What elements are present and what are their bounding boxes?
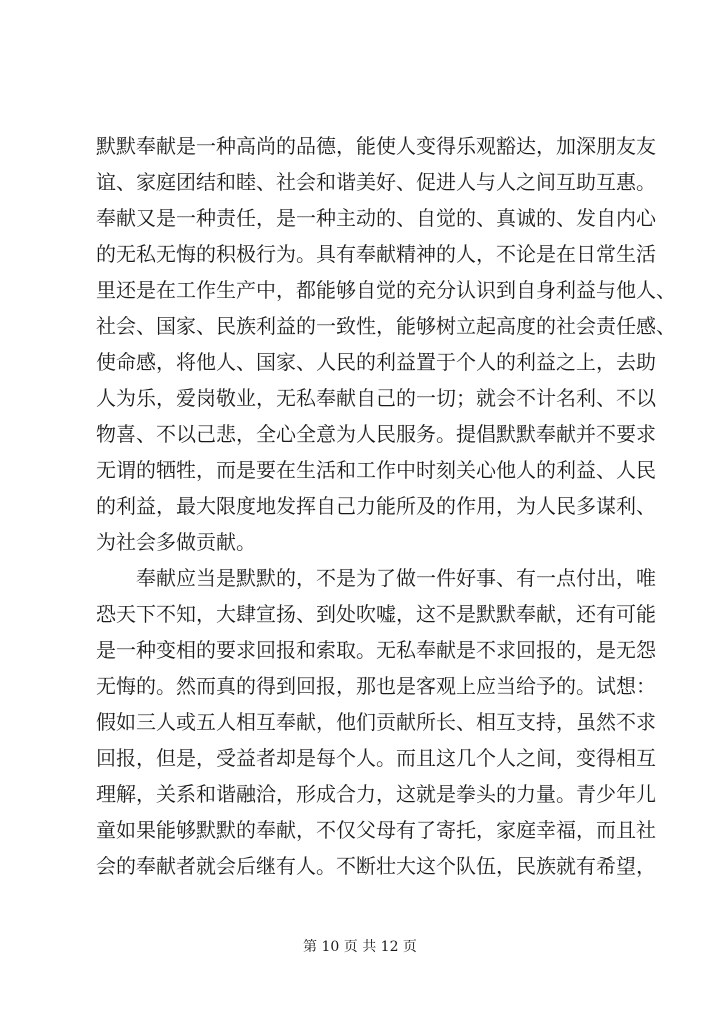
text-line-3: 奉献又是一种责任，是一种主动的、自觉的、真诚的、发自内心 bbox=[96, 206, 656, 230]
text-line-10: 无谓的牺牲，而是要在生活和工作中时刻关心他人的利益、人民 bbox=[96, 458, 656, 482]
text-line-9: 物喜、不以己悲，全心全意为人民服务。提倡默默奉献并不要求 bbox=[96, 422, 656, 446]
text-line-18: 回报，但是，受益者却是每个人。而且这几个人之间，变得相互 bbox=[96, 746, 656, 770]
text-line-13: 奉献应当是默默的，不是为了做一件好事、有一点付出，唯 bbox=[136, 566, 656, 590]
text-line-4: 的无私无悔的积极行为。具有奉献精神的人，不论是在日常生活 bbox=[96, 242, 656, 266]
text-line-6: 社会、国家、民族利益的一致性，能够树立起高度的社会责任感、 bbox=[96, 314, 676, 338]
text-line-11: 的利益，最大限度地发挥自己力能所及的作用，为人民多谋利、 bbox=[96, 494, 656, 518]
text-line-14: 恐天下不知，大肆宣扬、到处吹嘘，这不是默默奉献，还有可能 bbox=[96, 602, 656, 626]
text-line-15: 是一种变相的要求回报和索取。无私奉献是不求回报的，是无怨 bbox=[96, 638, 656, 662]
text-line-19: 理解，关系和谐融洽，形成合力，这就是拳头的力量。青少年儿 bbox=[96, 782, 656, 806]
page-number-footer: 第 10 页 共 12 页 bbox=[303, 939, 417, 955]
body-text bbox=[96, 128, 676, 884]
text-line-7: 使命感，将他人、国家、人民的利益置于个人的利益之上，去助 bbox=[96, 350, 656, 374]
text-line-1: 默默奉献是一种高尚的品德，能使人变得乐观豁达，加深朋友友 bbox=[96, 134, 656, 158]
text-line-17: 假如三人或五人相互奉献，他们贡献所长、相互支持，虽然不求 bbox=[96, 710, 656, 734]
text-line-2: 谊、家庭团结和睦、社会和谐美好、促进人与人之间互助互惠。 bbox=[96, 170, 656, 194]
text-line-8: 人为乐，爱岗敬业，无私奉献自己的一切；就会不计名利、不以 bbox=[96, 386, 656, 410]
text-line-12: 为社会多做贡献。 bbox=[96, 530, 256, 554]
text-line-21: 会的奉献者就会后继有人。不断壮大这个队伍，民族就有希望， bbox=[96, 854, 656, 878]
text-line-20: 童如果能够默默的奉献，不仅父母有了寄托，家庭幸福，而且社 bbox=[96, 818, 656, 842]
text-line-16: 无悔的。然而真的得到回报，那也是客观上应当给予的。试想： bbox=[96, 674, 656, 698]
text-line-5: 里还是在工作生产中，都能够自觉的充分认识到自身利益与他人、 bbox=[96, 278, 676, 302]
